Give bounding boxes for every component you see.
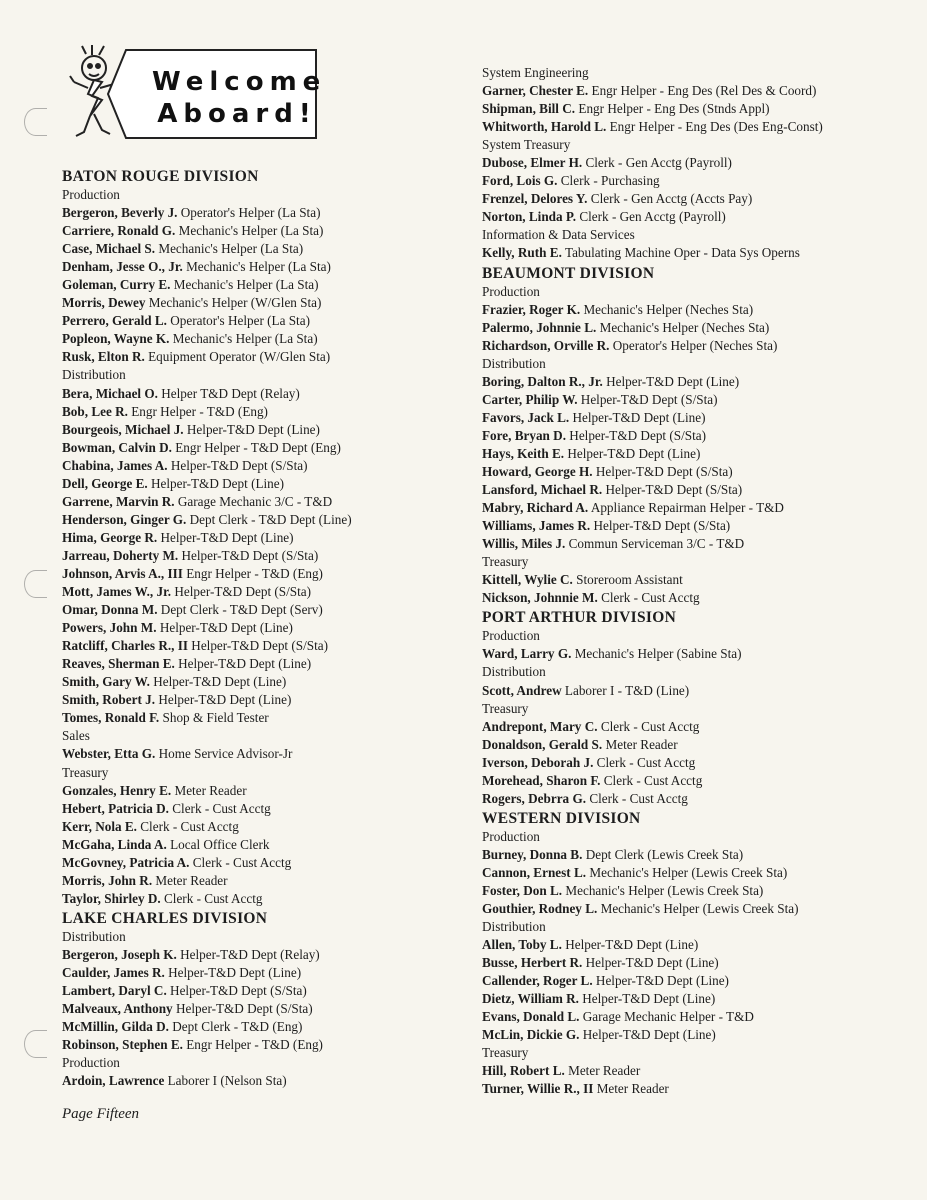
employee-role: Meter Reader (596, 1081, 669, 1097)
employee-role: Meter Reader (568, 1063, 641, 1079)
employee-entry (482, 772, 902, 790)
employee-name: Kittell, Wylie C. (482, 572, 573, 588)
employee-entry (482, 244, 902, 262)
department-heading: Sales (62, 728, 90, 744)
employee-entry (62, 872, 442, 890)
employee-role: Equipment Operator (W/Glen Sta) (148, 349, 331, 365)
employee-role: Garage Mechanic 3/C - T&D (177, 493, 333, 509)
employee-role: Mechanic's Helper (W/Glen Sta) (148, 295, 322, 311)
employee-name: Frazier, Roger K. (482, 301, 581, 317)
employee-name: Carter, Philip W. (482, 391, 578, 407)
employee-role: Helper-T&D Dept (S/Sta) (569, 427, 707, 443)
employee-role: Mechanic's Helper (La Sta) (172, 331, 318, 347)
employee-entry (482, 481, 902, 499)
employee-role: Clerk - Cust Acctg (596, 754, 696, 770)
employee-name: Omar, Donna M. (62, 602, 158, 618)
employee-entry (62, 330, 442, 348)
employee-role: Mechanic's Helper (Neches Sta) (583, 301, 754, 317)
employee-role: Helper-T&D Dept (Line) (572, 409, 706, 425)
employee-role: Local Office Clerk (170, 836, 270, 852)
employee-entry (62, 547, 442, 565)
employee-entry (62, 204, 442, 222)
employee-entry (62, 583, 442, 601)
employee-entry (62, 619, 442, 637)
employee-role: Helper-T&D Dept (S/Sta) (605, 482, 743, 498)
employee-name: Mott, James W., Jr. (62, 584, 172, 600)
employee-name: Smith, Robert J. (62, 692, 156, 708)
employee-name: Johnson, Arvis A., III (62, 565, 183, 581)
employee-entry (482, 301, 902, 319)
employee-role: Dept Clerk - T&D Dept (Line) (189, 511, 352, 527)
employee-entry (482, 391, 902, 409)
employee-entry (482, 754, 902, 772)
employee-role: Helper-T&D Dept (Line) (151, 475, 285, 491)
employee-entry (482, 118, 902, 136)
employee-entry (482, 535, 902, 553)
department-heading: Production (62, 187, 120, 202)
employee-entry (62, 1036, 442, 1054)
employee-name: Carriere, Ronald G. (62, 223, 176, 239)
employee-name: Nickson, Johnnie M. (482, 590, 598, 606)
employee-role: Mechanic's Helper (La Sta) (158, 241, 304, 257)
employee-name: Ratcliff, Charles R., II (62, 638, 188, 654)
employee-name: Burney, Donna B. (482, 846, 583, 862)
employee-entry (62, 294, 442, 312)
employee-entry (482, 864, 902, 882)
employee-entry (62, 421, 442, 439)
welcome-line-1: Welcome (152, 67, 327, 97)
employee-name: Busse, Herbert R. (482, 955, 583, 971)
employee-entry (62, 312, 442, 330)
employee-entry (62, 709, 442, 727)
employee-role: Clerk - Cust Acctg (601, 590, 700, 606)
employee-entry (482, 900, 902, 918)
welcome-title (152, 66, 327, 130)
employee-role: Mechanic's Helper (La Sta) (186, 259, 331, 275)
punch-hole (24, 108, 47, 136)
employee-entry (482, 1026, 902, 1044)
employee-role: Engr Helper - T&D (Eng) (186, 1037, 323, 1053)
employee-role: Helper-T&D Dept (Line) (158, 692, 292, 708)
employee-entry (482, 319, 902, 337)
employee-entry (62, 403, 442, 421)
employee-entry (482, 1080, 902, 1098)
employee-entry (62, 511, 442, 529)
employee-role: Helper-T&D Dept (Line) (160, 529, 294, 545)
employee-role: Mechanic's Helper (Lewis Creek Sta) (600, 901, 799, 917)
employee-role: Mechanic's Helper (Sabine Sta) (574, 646, 742, 662)
employee-role: Shop & Field Tester (162, 710, 269, 726)
employee-entry (62, 691, 442, 709)
employee-role: Dept Clerk (Lewis Creek Sta) (585, 846, 744, 862)
employee-entry (62, 439, 442, 457)
department-heading: Distribution (62, 928, 126, 944)
employee-role: Engr Helper - Eng Des (Stnds Appl) (578, 101, 770, 117)
employee-name: Rusk, Elton R. (62, 349, 145, 365)
employee-role: Clerk - Cust Acctg (163, 890, 263, 906)
employee-name: Chabina, James A. (62, 457, 168, 473)
employee-role: Commun Serviceman 3/C - T&D (568, 536, 745, 552)
employee-name: Bera, Michael O. (62, 385, 158, 401)
employee-entry (62, 890, 442, 908)
employee-name: Case, Michael S. (62, 241, 156, 257)
employee-role: Engr Helper - Eng Des (Rel Des & Coord) (591, 83, 817, 99)
employee-name: Andrepont, Mary C. (482, 718, 598, 734)
employee-name: Tomes, Ronald F. (62, 710, 160, 726)
employee-role: Meter Reader (155, 872, 228, 888)
employee-entry (482, 846, 902, 864)
employee-name: Ford, Lois G. (482, 173, 558, 189)
employee-name: Williams, James R. (482, 518, 591, 534)
employee-name: Howard, George H. (482, 463, 593, 479)
employee-entry (482, 337, 902, 355)
employee-name: Dubose, Elmer H. (482, 155, 583, 171)
employee-name: Caulder, James R. (62, 964, 165, 980)
employee-entry (482, 499, 902, 517)
employee-entry (482, 882, 902, 900)
department-heading: Distribution (482, 664, 546, 680)
employee-name: Hays, Keith E. (482, 445, 565, 461)
employee-name: Evans, Donald L. (482, 1009, 580, 1025)
employee-name: Whitworth, Harold L. (482, 119, 607, 135)
employee-role: Mechanic's Helper (La Sta) (178, 223, 324, 239)
employee-entry (482, 445, 902, 463)
department-heading: Treasury (62, 764, 109, 780)
employee-role: Operator's Helper (Neches Sta) (612, 337, 778, 353)
employee-name: Bowman, Calvin D. (62, 439, 172, 455)
employee-name: Kerr, Nola E. (62, 818, 137, 834)
employee-name: Bergeron, Joseph K. (62, 946, 177, 962)
employee-entry (482, 645, 902, 663)
employee-entry (62, 673, 442, 691)
employee-name: Shipman, Bill C. (482, 101, 576, 117)
employee-entry (62, 222, 442, 240)
employee-role: Helper-T&D Dept (Line) (168, 964, 302, 980)
employee-role: Helper-T&D Dept (S/Sta) (175, 1001, 313, 1017)
employee-entry (62, 240, 442, 258)
employee-role: Helper-T&D Dept (Line) (585, 955, 719, 971)
employee-entry (62, 800, 442, 818)
employee-role: Clerk - Gen Acctg (Payroll) (579, 209, 726, 225)
employee-name: Ardoin, Lawrence (62, 1073, 165, 1089)
employee-name: Garrene, Marvin R. (62, 493, 175, 509)
employee-role: Clerk - Gen Acctg (Accts Pay) (590, 191, 753, 207)
employee-name: Morris, Dewey (62, 295, 146, 311)
department-heading: Production (62, 1055, 120, 1071)
employee-name: Perrero, Gerald L. (62, 313, 167, 329)
employee-name: McLin, Dickie G. (482, 1027, 580, 1043)
employee-entry (482, 409, 902, 427)
employee-name: Reaves, Sherman E. (62, 656, 175, 672)
employee-name: Denham, Jesse O., Jr. (62, 259, 183, 275)
employee-entry (62, 1000, 442, 1018)
employee-name: Lambert, Daryl C. (62, 983, 167, 999)
employee-name: Morris, John R. (62, 872, 153, 888)
employee-entry (482, 427, 902, 445)
employee-role: Helper-T&D Dept (S/Sta) (174, 584, 312, 600)
employee-name: Robinson, Stephen E. (62, 1037, 183, 1053)
right-column (482, 64, 902, 1099)
employee-role: Helper-T&D Dept (S/Sta) (593, 518, 731, 534)
employee-entry (482, 571, 902, 589)
employee-entry (482, 208, 902, 226)
employee-role: Garage Mechanic Helper - T&D (582, 1009, 754, 1025)
employee-role: Clerk - Cust Acctg (140, 818, 239, 834)
employee-role: Storeroom Assistant (576, 572, 683, 588)
division-heading: LAKE CHARLES DIVISION (62, 909, 268, 927)
employee-entry (62, 854, 442, 872)
employee-role: Helper-T&D Dept (S/Sta) (595, 463, 733, 479)
division-heading: WESTERN DIVISION (482, 809, 641, 827)
employee-name: Palermo, Johnnie L. (482, 319, 597, 335)
employee-name: Jarreau, Doherty M. (62, 547, 179, 563)
department-heading: Treasury (482, 554, 529, 570)
employee-role: Helper-T&D Dept (Line) (582, 1027, 716, 1043)
department-heading: System Engineering (482, 65, 589, 80)
employee-role: Helper-T&D Dept (S/Sta) (170, 457, 308, 473)
employee-name: Ward, Larry G. (482, 646, 572, 662)
employee-name: Lansford, Michael R. (482, 482, 603, 498)
employee-entry (62, 782, 442, 800)
employee-role: Meter Reader (174, 782, 247, 798)
employee-entry (62, 836, 442, 854)
employee-role: Clerk - Gen Acctg (Payroll) (585, 155, 732, 171)
employee-role: Laborer I (Nelson Sta) (167, 1073, 287, 1089)
employee-role: Helper-T&D Dept (S/Sta) (181, 547, 319, 563)
division-heading: PORT ARTHUR DIVISION (482, 609, 677, 627)
employee-entry (482, 154, 902, 172)
employee-entry (482, 718, 902, 736)
employee-role: Mechanic's Helper (Lewis Creek Sta) (589, 864, 788, 880)
employee-role: Tabulating Machine Oper - Data Sys Operns (564, 245, 800, 261)
employee-role: Helper T&D Dept (Relay) (161, 385, 300, 401)
employee-name: Bourgeois, Michael J. (62, 421, 184, 437)
employee-role: Helper-T&D Dept (Line) (153, 674, 287, 690)
employee-name: Rogers, Debrra G. (482, 790, 587, 806)
department-heading: Distribution (62, 367, 126, 383)
employee-role: Engr Helper - T&D Dept (Eng) (175, 439, 341, 455)
employee-role: Home Service Advisor-Jr (158, 746, 293, 762)
employee-name: Hill, Robert L. (482, 1063, 565, 1079)
employee-role: Helper-T&D Dept (S/Sta) (191, 638, 329, 654)
employee-role: Mechanic's Helper (Lewis Creek Sta) (565, 882, 764, 898)
employee-entry (62, 745, 442, 763)
department-heading: Distribution (482, 355, 546, 371)
employee-role: Clerk - Cust Acctg (600, 718, 700, 734)
employee-name: Fore, Bryan D. (482, 427, 566, 443)
employee-entry (482, 790, 902, 808)
employee-name: Richardson, Orville R. (482, 337, 610, 353)
employee-entry (482, 1062, 902, 1080)
left-column (62, 166, 442, 1090)
employee-name: McMillin, Gilda D. (62, 1019, 169, 1035)
employee-entry (482, 373, 902, 391)
employee-entry (62, 637, 442, 655)
employee-entry (62, 565, 442, 583)
employee-entry (62, 348, 442, 366)
employee-name: Garner, Chester E. (482, 83, 589, 99)
employee-entry (62, 982, 442, 1000)
employee-entry (482, 172, 902, 190)
employee-entry (62, 258, 442, 276)
punch-hole (24, 1030, 47, 1058)
employee-role: Helper-T&D Dept (S/Sta) (170, 983, 307, 999)
employee-name: Powers, John M. (62, 620, 157, 636)
employee-name: Gouthier, Rodney L. (482, 901, 598, 917)
employee-name: Goleman, Curry E. (62, 277, 171, 293)
division-heading: BATON ROUGE DIVISION (62, 168, 259, 185)
employee-role: Engr Helper - T&D (Eng) (131, 403, 268, 419)
page-number: Page Fifteen (62, 1106, 140, 1122)
employee-entry (62, 493, 442, 511)
employee-entry (62, 1018, 442, 1036)
employee-role: Clerk - Purchasing (560, 173, 660, 189)
employee-name: Morehead, Sharon F. (482, 772, 601, 788)
employee-entry (482, 517, 902, 535)
employee-role: Dept Clerk - T&D (Eng) (172, 1019, 303, 1035)
employee-role: Clerk - Cust Acctg (603, 772, 703, 788)
employee-name: Scott, Andrew (482, 682, 562, 698)
employee-role: Helper-T&D Dept (Line) (595, 973, 729, 989)
employee-name: Mabry, Richard A. (482, 500, 589, 516)
employee-role: Helper-T&D Dept (Line) (178, 656, 312, 672)
employee-entry (482, 589, 902, 607)
department-heading: Information & Data Services (482, 227, 635, 243)
employee-role: Helper-T&D Dept (Line) (186, 421, 320, 437)
employee-name: Willis, Miles J. (482, 536, 566, 552)
employee-name: Bergeron, Beverly J. (62, 205, 178, 221)
employee-name: Malveaux, Anthony (62, 1001, 173, 1017)
employee-role: Helper-T&D Dept (Relay) (180, 946, 320, 962)
employee-role: Meter Reader (605, 736, 678, 752)
employee-entry (482, 682, 902, 700)
department-heading: System Treasury (482, 137, 571, 153)
employee-role: Mechanic's Helper (La Sta) (173, 277, 319, 293)
employee-role: Helper-T&D Dept (Line) (567, 445, 701, 461)
employee-role: Clerk - Cust Acctg (172, 800, 271, 816)
employee-entry (62, 385, 442, 403)
employee-entry (62, 529, 442, 547)
department-heading: Production (482, 828, 540, 844)
employee-name: McGovney, Patricia A. (62, 854, 190, 870)
employee-name: Webster, Etta G. (62, 746, 156, 762)
department-heading: Distribution (482, 919, 546, 935)
employee-entry (482, 954, 902, 972)
employee-name: McGaha, Linda A. (62, 836, 167, 852)
employee-role: Engr Helper - T&D (Eng) (186, 565, 323, 581)
employee-entry (482, 972, 902, 990)
employee-name: Gonzales, Henry E. (62, 782, 172, 798)
employee-name: Favors, Jack L. (482, 409, 570, 425)
employee-name: Allen, Toby L. (482, 937, 562, 953)
employee-name: Taylor, Shirley D. (62, 890, 161, 906)
employee-entry (62, 946, 442, 964)
employee-name: Bob, Lee R. (62, 403, 128, 419)
punch-hole (24, 570, 47, 598)
employee-entry (62, 457, 442, 475)
employee-entry (62, 601, 442, 619)
employee-entry (482, 82, 902, 100)
employee-role: Helper-T&D Dept (S/Sta) (580, 391, 718, 407)
employee-role: Engr Helper - Eng Des (Des Eng-Const) (609, 119, 823, 135)
employee-name: Callender, Roger L. (482, 973, 593, 989)
employee-name: Popleon, Wayne K. (62, 331, 170, 347)
employee-name: Kelly, Ruth E. (482, 245, 562, 261)
employee-name: Dell, George E. (62, 475, 148, 491)
employee-name: Iverson, Deborah J. (482, 754, 594, 770)
department-heading: Production (482, 628, 540, 644)
employee-role: Helper-T&D Dept (Line) (159, 620, 293, 636)
employee-entry (482, 736, 902, 754)
employee-name: Smith, Gary W. (62, 674, 150, 690)
employee-role: Operator's Helper (La Sta) (180, 205, 321, 221)
employee-entry (482, 190, 902, 208)
employee-role: Clerk - Cust Acctg (192, 854, 292, 870)
employee-entry (62, 276, 442, 294)
employee-entry (62, 818, 442, 836)
employee-entry (62, 475, 442, 493)
welcome-line-2: Aboard! (157, 99, 317, 129)
employee-entry (62, 964, 442, 982)
employee-name: Dietz, William R. (482, 991, 579, 1007)
employee-role: Helper-T&D Dept (Line) (565, 937, 699, 953)
employee-role: Helper-T&D Dept (Line) (606, 373, 740, 389)
employee-entry (482, 463, 902, 481)
employee-role: Helper-T&D Dept (Line) (582, 991, 716, 1007)
employee-role: Appliance Repairman Helper - T&D (590, 500, 784, 516)
welcome-banner (104, 48, 327, 140)
employee-role: Mechanic's Helper (Neches Sta) (599, 319, 770, 335)
employee-name: Hebert, Patricia D. (62, 800, 169, 816)
employee-entry (482, 936, 902, 954)
employee-role: Clerk - Cust Acctg (589, 790, 688, 806)
employee-entry (62, 655, 442, 673)
employee-entry (62, 1072, 442, 1090)
employee-name: Cannon, Ernest L. (482, 864, 587, 880)
department-heading: Treasury (482, 700, 529, 716)
employee-role: Laborer I - T&D (Line) (564, 682, 690, 698)
employee-name: Foster, Don L. (482, 882, 563, 898)
employee-name: Norton, Linda P. (482, 209, 577, 225)
department-heading: Treasury (482, 1045, 529, 1061)
employee-name: Frenzel, Delores Y. (482, 191, 588, 207)
employee-entry (482, 100, 902, 118)
employee-name: Donaldson, Gerald S. (482, 736, 603, 752)
employee-role: Operator's Helper (La Sta) (170, 313, 310, 329)
employee-name: Boring, Dalton R., Jr. (482, 373, 603, 389)
employee-entry (482, 990, 902, 1008)
department-heading: Production (482, 283, 540, 299)
employee-name: Hima, George R. (62, 529, 158, 545)
employee-name: Henderson, Ginger G. (62, 511, 187, 527)
employee-entry (482, 1008, 902, 1026)
employee-name: Turner, Willie R., II (482, 1081, 594, 1097)
employee-role: Dept Clerk - T&D Dept (Serv) (160, 602, 323, 618)
welcome-header (62, 42, 327, 142)
division-heading: BEAUMONT DIVISION (482, 264, 655, 282)
